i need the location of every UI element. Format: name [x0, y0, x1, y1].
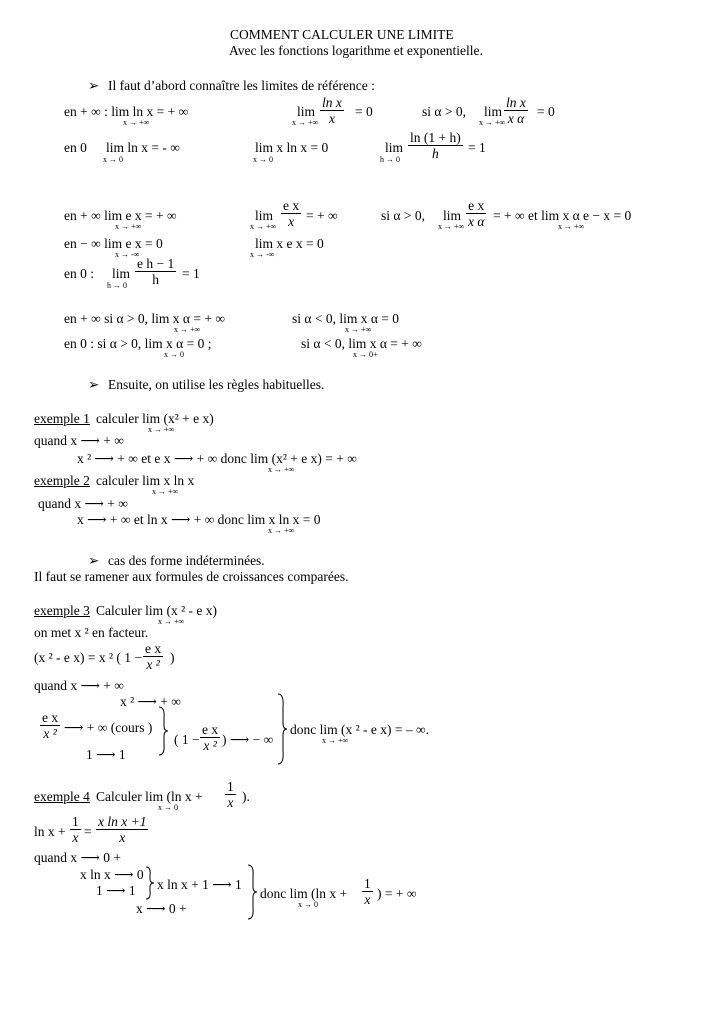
lim-sub: x → +∞: [345, 325, 372, 334]
right-brace-icon: [157, 706, 169, 756]
ref-power-neg: si α < 0, lim x α = 0: [292, 311, 400, 326]
example-3-line3: (x ² - e x) = x ² ( 1 −: [34, 650, 143, 665]
fraction-1-over-x: $\frac{1}{x}$: [72, 814, 79, 845]
bullet-arrow-icon: ➢: [88, 377, 100, 392]
fraction-lnx-over-xa: $\frac{\text{ln x}}{\text{x α}}$: [506, 95, 526, 126]
example-4-text: Calculer lim (ln x +: [96, 789, 203, 804]
example-4-line5c: donc lim (ln x +: [260, 886, 348, 901]
ref-power-infinity: en + ∞ si α > 0, lim x α = + ∞: [64, 311, 225, 326]
example-4-line5: 1 ⟶ 1: [96, 883, 136, 898]
bullet-text-3: cas des forme indéterminées.: [108, 553, 265, 568]
ref-result: = 1: [468, 140, 486, 155]
lim-sub: x → +∞: [158, 617, 185, 626]
example-3-line5: x ² ⟶ + ∞: [120, 694, 181, 709]
example-4-line3: quand x ⟶ 0 +: [34, 850, 121, 865]
example-3-line6d: donc lim (x ² - e x) = – ∞.: [290, 722, 430, 737]
lim-sub: x → +∞: [322, 736, 349, 745]
lim-sub: x → +∞: [174, 325, 201, 334]
fraction-ln1h-over-h: $\frac{\ln (1 + h)}{h}$: [410, 130, 461, 161]
ref-condition: si α > 0,: [422, 104, 466, 119]
lim-sub: x → +∞: [123, 118, 150, 127]
lim-sub: h → 0: [380, 155, 400, 164]
lim-sub: x → 0+: [353, 350, 378, 359]
lim-word: lim: [255, 208, 274, 223]
lim-sub: x → -∞: [115, 250, 140, 259]
example-4-label: exemple 4: [34, 789, 90, 804]
ref-result: = 1: [182, 266, 200, 281]
fraction-lnx-over-x: $\frac{\text{ln x}}{x}$: [322, 95, 342, 126]
lim-sub: x → +∞: [479, 118, 506, 127]
example-2-label: exemple 2: [34, 473, 90, 488]
example-4-text2: ).: [242, 789, 250, 804]
ref-power-zero: en 0 : si α > 0, lim x α = 0 ;: [64, 336, 212, 351]
example-4-line4: x ln x ⟶ 0: [80, 867, 144, 882]
bullet-arrow-icon: ➢: [88, 553, 100, 568]
ref-ln-zero: lim ln x = - ∞: [106, 140, 180, 155]
lim-sub: x → +∞: [115, 222, 142, 231]
lim-word: lim: [297, 104, 316, 119]
lim-sub: x → +∞: [558, 222, 585, 231]
lim-sub: x → 0: [103, 155, 123, 164]
ref-ln-infinity: en + ∞ : lim ln x = + ∞: [64, 104, 189, 119]
example-4-line5d: ) = + ∞: [377, 886, 417, 901]
fraction-1-over-x: $\frac{1}{x}$: [227, 779, 234, 810]
right-brace-icon: [144, 866, 156, 900]
example-3-line6c: ) ⟶ − ∞: [222, 732, 274, 747]
fraction-ex-over-x: $\frac{\text{e x}}{x}$: [283, 198, 300, 229]
fraction-eh1-over-h: $\frac{\text{e h − 1}}{h}$: [137, 256, 175, 287]
lim-sub: x → 0: [164, 350, 184, 359]
lim-sub: x → +∞: [250, 222, 277, 231]
lim-sub: x → +∞: [152, 487, 179, 496]
page-subtitle: Avec les fonctions logarithme et exponentielle.: [229, 43, 483, 58]
bullet-text-2: Ensuite, on utilise les règles habituelles.: [108, 377, 325, 392]
right-brace-icon: [276, 693, 288, 765]
example-2-line3: x ⟶ + ∞ et ln x ⟶ + ∞ donc lim x ln x = 0: [77, 512, 321, 527]
example-4-line2b: =: [84, 824, 92, 839]
ref-at-zero: en 0 :: [64, 266, 94, 281]
fraction-ex-over-x2: $\frac{\text{e x}}{\text{x ²}}$: [42, 710, 59, 741]
lim-sub: x → +∞: [292, 118, 319, 127]
ref-xlnx-zero: lim x ln x = 0: [255, 140, 329, 155]
ref-result: = + ∞ et lim x α e − x = 0: [493, 208, 632, 223]
lim-word: lim: [112, 266, 131, 281]
example-1-line3: x ² ⟶ + ∞ et e x ⟶ + ∞ donc lim (x² + e x) = + ∞: [77, 451, 357, 466]
lim-sub: x → +∞: [148, 425, 175, 434]
example-3-line2: on met x ² en facteur.: [34, 625, 149, 640]
page-title: COMMENT CALCULER UNE LIMITE: [230, 27, 454, 42]
bullet-text-1: Il faut d’abord connaître les limites de référence :: [108, 78, 375, 93]
example-3-label: exemple 3: [34, 603, 90, 618]
example-3-line7: 1 ⟶ 1: [86, 747, 126, 762]
ref-condition: si α > 0,: [381, 208, 425, 223]
example-2-line2: quand x ⟶ + ∞: [38, 496, 128, 511]
lim-sub: x → +∞: [268, 465, 295, 474]
example-1-text: calculer lim (x² + e x): [96, 411, 214, 426]
bullet-text-3-line2: Il faut se ramener aux formules de croissances comparées.: [34, 569, 349, 584]
lim-sub: x → +∞: [438, 222, 465, 231]
fraction-1-over-x: $\frac{1}{x}$: [364, 876, 371, 907]
ref-exp-minus-infinity: en − ∞ lim e x = 0: [64, 236, 163, 251]
right-brace-icon: [246, 864, 258, 920]
ref-exp-infinity: en + ∞ lim e x = + ∞: [64, 208, 177, 223]
lim-sub: x → 0: [158, 803, 178, 812]
example-3-line4: quand x ⟶ + ∞: [34, 678, 124, 693]
bullet-arrow-icon: ➢: [88, 78, 100, 93]
lim-word: lim: [484, 104, 503, 119]
ref-result: = 0: [355, 104, 373, 119]
example-3-text: Calculer lim (x ² - e x): [96, 603, 218, 618]
example-4-line2a: ln x +: [34, 824, 66, 839]
example-1-line2: quand x ⟶ + ∞: [34, 433, 124, 448]
ref-power-zero-neg: si α < 0, lim x α = + ∞: [301, 336, 422, 351]
lim-word: lim: [443, 208, 462, 223]
ref-xex: lim x e x = 0: [255, 236, 324, 251]
example-3-line6a: ⟶ + ∞ (cours ): [64, 720, 153, 735]
lim-sub: x → -∞: [250, 250, 275, 259]
ref-result: = 0: [537, 104, 555, 119]
ref-at-zero: en 0: [64, 140, 87, 155]
example-2-text: calculer lim x ln x: [96, 473, 195, 488]
example-4-line5b: x ln x + 1 ⟶ 1: [157, 877, 242, 892]
lim-sub: x → 0: [253, 155, 273, 164]
fraction-ex-over-x2: $\frac{\text{e x}}{\text{x ²}}$: [202, 722, 219, 753]
lim-word: lim: [385, 140, 404, 155]
ref-result: = + ∞: [306, 208, 338, 223]
lim-sub: h → 0: [107, 281, 127, 290]
example-1-label: exemple 1: [34, 411, 90, 426]
lim-sub: x → +∞: [268, 526, 295, 535]
paren: ): [170, 650, 175, 665]
lim-sub: x → 0: [298, 900, 318, 909]
example-3-line6b: ( 1 −: [174, 732, 200, 747]
fraction-xlnx1-over-x: $\frac{\text{x ln x +1}}{x}$: [98, 814, 147, 845]
example-4-line6: x ⟶ 0 +: [136, 901, 187, 916]
fraction-ex-over-xa: $\frac{\text{e x}}{\text{x α}}$: [468, 198, 485, 229]
fraction-ex-over-x2: $\frac{\text{e x}}{\text{x ²}}$: [145, 641, 162, 672]
